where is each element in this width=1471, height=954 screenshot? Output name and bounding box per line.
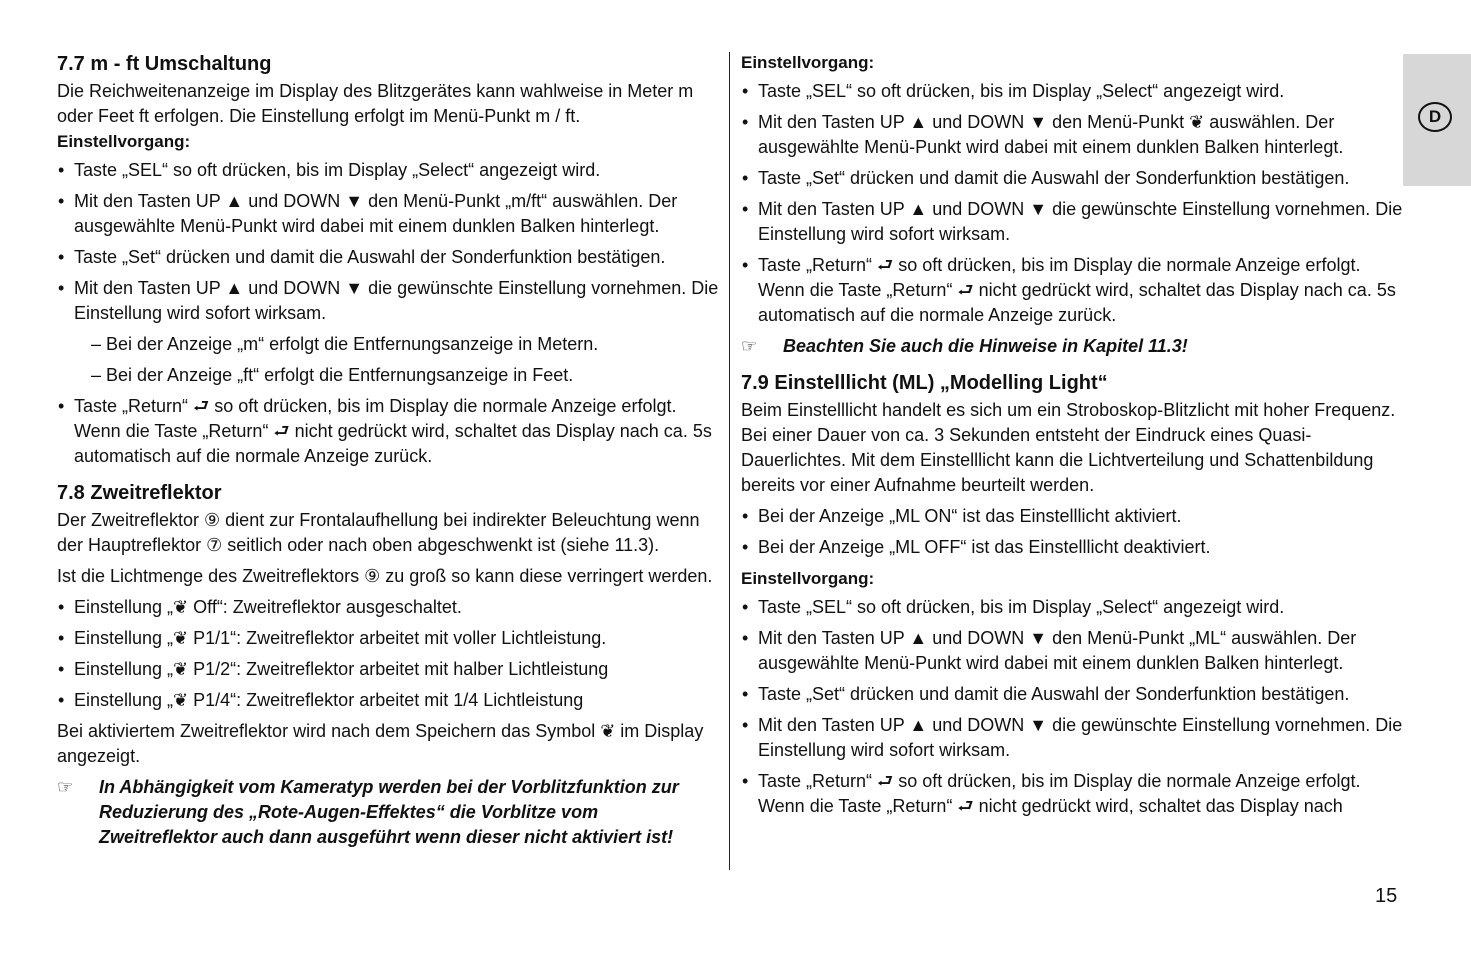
section-intro: Die Reichweitenanzeige im Display des Blitzgerätes kann wahlweise in Meter m oder Feet ft erfolgen. Die Einstellung erfolgt im Menü-Punkt m / ft. [57, 81, 694, 126]
procedure-label: Einstellvorgang: [57, 132, 191, 151]
list-item: • Taste „Return“ ⮐ so oft drücken, bis im Display die normale Anzeige erfolgt. Wenn die Taste „Return“ ⮐ nicht gedrückt wird, schaltet das Display nach [741, 769, 1403, 819]
procedure-list [57, 158, 719, 326]
paragraph: Ist die Lichtmenge des Zweitreflektors ⑨ zu groß so kann diese verringert werden. [57, 566, 713, 586]
paragraph: Bei aktiviertem Zweitreflektor wird nach dem Speichern das Symbol ❦ im Display angezeigt. [57, 721, 704, 766]
list-item: • Taste „Set“ drücken und damit die Auswahl der Sonderfunktion bestätigen. [741, 166, 1403, 191]
list-item: • Taste „Set“ drücken und damit die Auswahl der Sonderfunktion bestätigen. [741, 682, 1403, 707]
list-item: • Einstellung „❦ P1/2“: Zweitreflektor arbeitet mit halber Lichtleistung [57, 657, 719, 682]
list-item: • Mit den Tasten UP ▲ und DOWN ▼ die gewünschte Einstellung vornehmen. Die Einstellung wird sofort wirksam. [57, 276, 719, 326]
section-heading-7-7: 7.7 m - ft Umschaltung [57, 53, 272, 75]
language-tab-label: D [1418, 102, 1452, 132]
list-item: • Mit den Tasten UP ▲ und DOWN ▼ den Menü-Punkt „ML“ auswählen. Der ausgewählte Menü-Punkt wird dabei mit einem dunklen Balken hinterlegt. [741, 626, 1403, 676]
list-item: • Bei der Anzeige „ML OFF“ ist das Einstelllicht deaktiviert. [741, 535, 1403, 560]
mode-list [741, 504, 1403, 560]
note-text: Beachten Sie auch die Hinweise in Kapitel 11.3! [783, 336, 1188, 356]
list-item: • Einstellung „❦ Off“: Zweitreflektor ausgeschaltet. [57, 595, 719, 620]
pointing-hand-icon: ☞ [741, 336, 758, 356]
list-item: • Taste „Set“ drücken und damit die Auswahl der Sonderfunktion bestätigen. [57, 245, 719, 270]
procedure-list-cont [57, 394, 719, 469]
note [741, 334, 1403, 359]
list-item: • Mit den Tasten UP ▲ und DOWN ▼ den Menü-Punkt ❦ auswählen. Der ausgewählte Menü-Punkt wird dabei mit einem dunklen Balken hinterlegt. [741, 110, 1403, 160]
settings-list [57, 595, 719, 713]
column-divider [729, 52, 730, 870]
list-item: • Taste „SEL“ so oft drücken, bis im Display „Select“ angezeigt wird. [741, 79, 1403, 104]
list-item: • Mit den Tasten UP ▲ und DOWN ▼ die gewünschte Einstellung vornehmen. Die Einstellung wird sofort wirksam. [741, 713, 1403, 763]
pointing-hand-icon: ☞ [57, 777, 74, 797]
paragraph: Der Zweitreflektor ⑨ dient zur Frontalaufhellung bei indirekter Beleuchtung wenn der Hauptreflektor ⑦ seitlich oder nach oben abgeschwenkt ist (siehe 11.3). [57, 510, 700, 555]
note [57, 775, 719, 850]
procedure-list [741, 595, 1403, 819]
list-item: • Einstellung „❦ P1/1“: Zweitreflektor arbeitet mit voller Lichtleistung. [57, 626, 719, 651]
list-item: • Taste „SEL“ so oft drücken, bis im Display „Select“ angezeigt wird. [57, 158, 719, 183]
procedure-label: Einstellvorgang: [741, 53, 875, 72]
procedure-list [741, 79, 1403, 328]
section-heading-7-9: 7.9 Einstelllicht (ML) „Modelling Light“ [741, 372, 1108, 394]
list-item: • Bei der Anzeige „ML ON“ ist das Einstelllicht aktiviert. [741, 504, 1403, 529]
section-intro: Beim Einstelllicht handelt es sich um ein Stroboskop-Blitzlicht mit hoher Frequenz. Bei einer Dauer von ca. 3 Sekunden entsteht der Eindruck eines Quasi-Dauerlichtes. Mit dem Einstelllicht kann die Lichtverteilung und Schattenbildung bereits vor einer Aufnahme beurteilt werden. [741, 400, 1396, 495]
right-column [741, 50, 1403, 825]
list-item: • Taste „Return“ ⮐ so oft drücken, bis im Display die normale Anzeige erfolgt. Wenn die Taste „Return“ ⮐ nicht gedrückt wird, schaltet das Display nach ca. 5s automatisch auf die normale Anzeige zurück. [57, 394, 719, 469]
list-item: • Mit den Tasten UP ▲ und DOWN ▼ den Menü-Punkt „m/ft“ auswählen. Der ausgewählte Menü-Punkt wird dabei mit einem dunklen Balken hinterlegt. [57, 189, 719, 239]
note-text: In Abhängigkeit vom Kameratyp werden bei der Vorblitzfunktion zur Reduzierung des „Rote-Augen-Effektes“ die Vorblitze vom Zweitreflektor auch dann ausgeführt wenn dieser nicht aktiviert ist! [99, 777, 679, 847]
page-number: 15 [1375, 885, 1398, 907]
list-item: • Taste „SEL“ so oft drücken, bis im Display „Select“ angezeigt wird. [741, 595, 1403, 620]
procedure-label: Einstellvorgang: [741, 569, 875, 588]
list-item: • Einstellung „❦ P1/4“: Zweitreflektor arbeitet mit 1/4 Lichtleistung [57, 688, 719, 713]
dash-item: – Bei der Anzeige „ft“ erfolgt die Entfernungsanzeige in Feet. [91, 365, 574, 385]
dash-item: – Bei der Anzeige „m“ erfolgt die Entfernungsanzeige in Metern. [91, 334, 599, 354]
list-item: • Mit den Tasten UP ▲ und DOWN ▼ die gewünschte Einstellung vornehmen. Die Einstellung wird sofort wirksam. [741, 197, 1403, 247]
section-heading-7-8: 7.8 Zweitreflektor [57, 482, 222, 504]
left-column [57, 50, 719, 858]
list-item: • Taste „Return“ ⮐ so oft drücken, bis im Display die normale Anzeige erfolgt. Wenn die Taste „Return“ ⮐ nicht gedrückt wird, schaltet das Display nach ca. 5s automatisch auf die normale Anzeige zurück. [741, 253, 1403, 328]
